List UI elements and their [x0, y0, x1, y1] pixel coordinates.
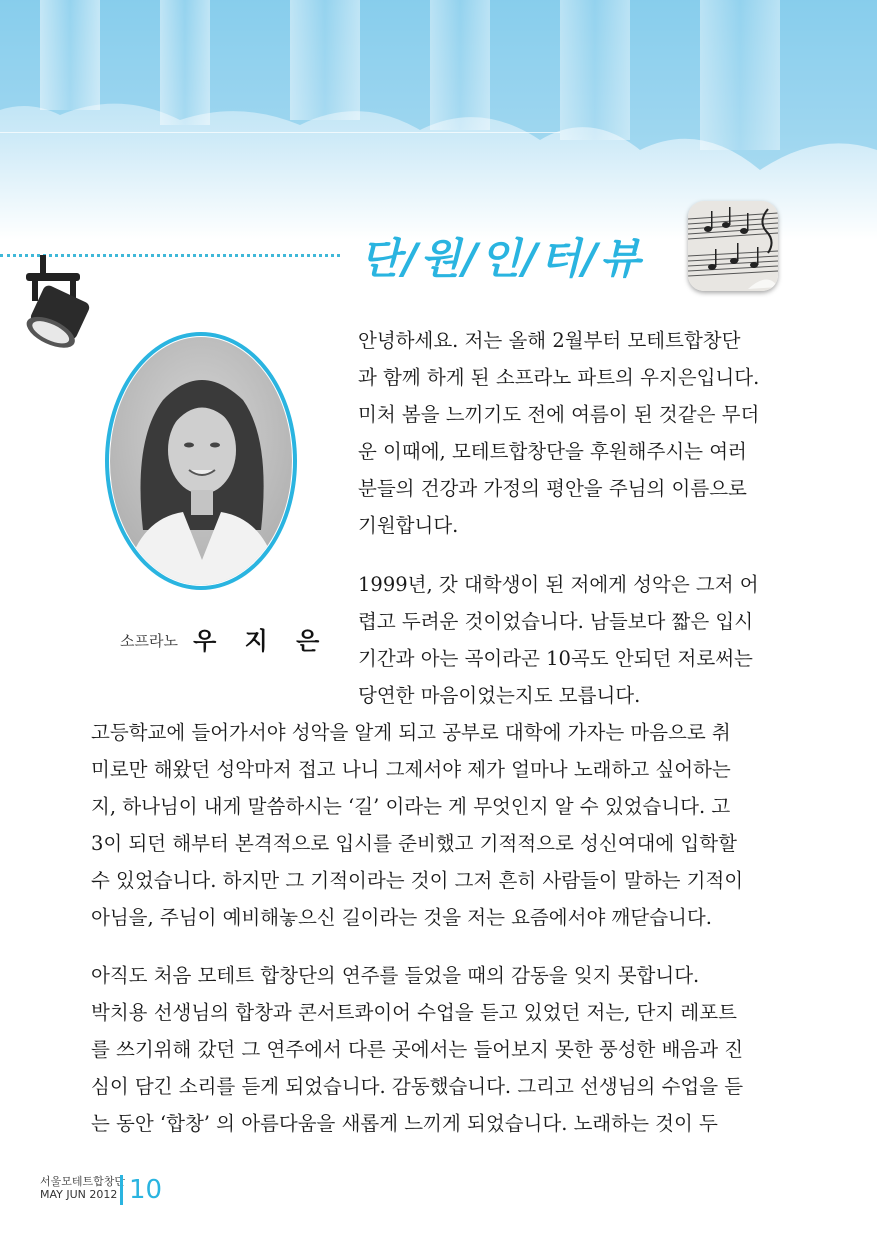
interviewee-caption: [120, 621, 329, 656]
text-line: 운 이때에, 모테트합창단을 후원해주시는 여러: [358, 440, 747, 463]
text-line: 고등학교에 들어가서야 성악을 알게 되고 공부로 대학에 가자는 마음으로 취: [91, 721, 731, 744]
text-line: 3이 되던 해부터 본격적으로 입시를 준비했고 기적적으로 성신여대에 입학할: [91, 832, 737, 855]
interviewee-name: 우 지 은: [193, 627, 330, 655]
issue-date: MAY JUN 2012: [40, 1188, 118, 1201]
text-line: 과 함께 하게 된 소프라노 파트의 우지은입니다.: [358, 366, 760, 389]
publisher-name: 서울모테트합창단: [40, 1175, 126, 1188]
spotlight-icon: [16, 255, 106, 355]
page-footer: [40, 1175, 163, 1205]
text-line: 1999년, 갓 대학생이 된 저에게 성악은 그저 어: [358, 573, 759, 596]
text-line: 지, 하나님이 내게 말씀하시는 ‘길’ 이라는 게 무엇인지 알 수 있었습니다. 고: [91, 795, 731, 818]
page-number: 10: [120, 1175, 162, 1205]
part-label: 소프라노: [120, 632, 178, 650]
text-line: 기간과 아는 곡이라곤 10곡도 안되던 저로써는: [358, 647, 753, 670]
text-line: 는 동안 ‘합창’ 의 아름다움을 새롭게 느끼게 되었습니다. 노래하는 것이 두: [91, 1112, 718, 1135]
text-line: 수 있었습니다. 하지만 그 기적이라는 것이 그저 흔히 사람들이 말하는 기적이: [91, 869, 744, 892]
text-line: 미처 봄을 느끼기도 전에 여름이 된 것같은 무더: [358, 403, 760, 426]
section-title: 단/원/인/터/뷰: [360, 234, 643, 283]
portrait-photo: [103, 330, 299, 592]
sheet-music-image: [688, 201, 778, 291]
text-line: 미로만 해왔던 성악마저 접고 나니 그제서야 제가 얼마나 노래하고 싶어하는: [91, 758, 731, 781]
text-line: 를 쓰기위해 갔던 그 연주에서 다른 곳에서는 들어보지 못한 풍성한 배음과 진: [91, 1038, 744, 1061]
text-line: 아직도 처음 모테트 합창단의 연주를 들었을 때의 감동을 잊지 못합니다.: [91, 964, 700, 987]
text-line: 심이 담긴 소리를 듣게 되었습니다. 감동했습니다. 그리고 선생님의 수업을 듣: [91, 1075, 744, 1098]
text-line: 당연한 마음이었는지도 모릅니다.: [358, 684, 641, 707]
text-line: 아님을, 주님이 예비해놓으신 길이라는 것을 저는 요즘에서야 깨닫습니다.: [91, 906, 712, 929]
text-line: 박치용 선생님의 합창과 콘서트콰이어 수업을 듣고 있었던 저는, 단지 레포트: [91, 1001, 737, 1024]
text-line: 기원합니다.: [358, 514, 459, 537]
text-line: 안녕하세요. 저는 올해 2월부터 모테트합창단: [358, 329, 741, 352]
text-line: 분들의 건강과 가정의 평안을 주님의 이름으로: [358, 477, 747, 500]
text-line: 렵고 두려운 것이었습니다. 남들보다 짧은 입시: [358, 610, 754, 633]
